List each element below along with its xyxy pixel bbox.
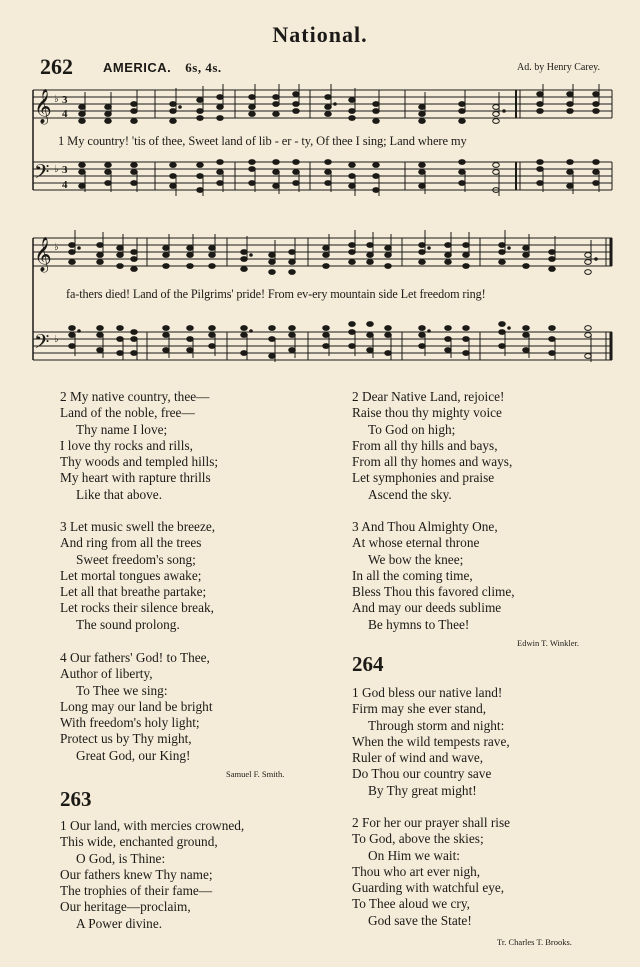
author-credit: Samuel F. Smith.	[226, 769, 285, 779]
verse-line: Firm may she ever stand,	[352, 701, 487, 717]
author-credit: Edwin T. Winkler.	[517, 638, 579, 648]
verse-line: Long may our land be bright	[60, 698, 213, 714]
meter: 6s, 4s.	[185, 60, 222, 75]
verse-line: The trophies of their fame—	[60, 883, 213, 899]
svg-text:4: 4	[62, 179, 68, 191]
hymn-262-header	[40, 54, 600, 78]
verse-line: Be hymns to Thee!	[368, 616, 470, 632]
verse-line: Let all that breathe partake;	[60, 584, 207, 600]
verse-line: 1 Our land, with mercies crowned,	[60, 818, 245, 833]
verse-line: 3 Let music swell the breeze,	[60, 519, 216, 534]
hymn-264-stanza-2	[352, 815, 510, 929]
verse-line: From all thy homes and ways,	[352, 454, 513, 470]
verse-line: Let rocks their silence break,	[60, 600, 214, 616]
verse-line: 2 For her our prayer shall rise	[352, 815, 511, 830]
verse-line: With freedom's holy light;	[60, 715, 200, 731]
verse-line: 4 Our fathers' God! to Thee,	[60, 650, 210, 665]
hymn-263-stanza-3	[352, 519, 515, 633]
lyric-line-2: fa-thers died! Land of the Pilgrims' pride! From ev-ery mountain side Let freedom ring!	[66, 287, 486, 301]
verse-line: 3 And Thou Almighty One,	[352, 519, 498, 534]
verse-line: To Thee we sing:	[76, 682, 168, 698]
verse-line: I love thy rocks and rills,	[60, 437, 193, 453]
verse-line: Ruler of wind and wave,	[352, 750, 484, 766]
verse-line: In all the coming time,	[352, 567, 473, 583]
verse-line: Sweet freedom's song;	[76, 551, 196, 567]
verse-line: Let mortal tongues awake;	[60, 567, 202, 583]
verse-line: 1 God bless our native land!	[352, 685, 503, 700]
verse-line: 2 My native country, thee—	[60, 389, 210, 404]
svg-text:♭: ♭	[54, 334, 59, 345]
svg-text:♭: ♭	[54, 242, 59, 253]
svg-text:𝄞: 𝄞	[34, 89, 52, 124]
verse-line: Author of liberty,	[60, 666, 153, 682]
verse-line: Do Thou our country save	[352, 766, 492, 782]
verse-line: Ascend the sky.	[368, 486, 452, 502]
music-staff-system-1	[30, 84, 615, 214]
hymn-262-stanza-4	[60, 650, 213, 764]
verse-line: Great God, our King!	[76, 747, 191, 763]
verse-line: Guarding with watchful eye,	[352, 880, 505, 896]
hymn-263-stanza-1	[60, 818, 244, 932]
hymn-number: 263	[60, 787, 92, 811]
tune-name	[103, 60, 222, 76]
lyric-line-1: 1 My country! 'tis of thee, Sweet land of lib - er - ty, Of thee I sing; Land where my	[58, 134, 467, 148]
author-credit: Tr. Charles T. Brooks.	[497, 937, 572, 947]
hymn-number: 264	[352, 652, 384, 676]
verse-line: And may our deeds sublime	[352, 600, 502, 616]
svg-text:♭: ♭	[54, 164, 59, 175]
verse-line: We bow the knee;	[368, 551, 464, 567]
hymn-262-stanza-3	[60, 519, 215, 633]
verse-line: From all thy hills and bays,	[352, 437, 498, 453]
verse-line: Our fathers knew Thy name;	[60, 866, 213, 882]
verse-line: Bless Thou this favored clime,	[352, 584, 515, 600]
composer-attribution: Ad. by Henry Carey.	[517, 62, 600, 73]
svg-text:𝄞: 𝄞	[34, 237, 52, 272]
hymn-264-stanza-1	[352, 685, 510, 799]
tune-title: AMERICA.	[103, 60, 172, 75]
verse-line: Through storm and night:	[368, 717, 505, 733]
svg-text:𝄢: 𝄢	[34, 160, 50, 188]
verse-line: When the wild tempests rave,	[352, 733, 510, 749]
hymn-262-stanza-2	[60, 389, 218, 503]
verse-line: My heart with rapture thrills	[60, 470, 211, 486]
svg-text:3: 3	[62, 94, 68, 106]
verse-line: Raise thou thy mighty voice	[352, 405, 502, 421]
verse-line: This wide, enchanted ground,	[60, 834, 218, 850]
verse-line: Land of the noble, free—	[60, 405, 195, 421]
section-title: National.	[272, 22, 368, 47]
verse-line: 2 Dear Native Land, rejoice!	[352, 389, 505, 404]
hymn-number: 262	[40, 54, 73, 79]
svg-text:♭: ♭	[54, 94, 59, 105]
verse-line: To God on high;	[368, 421, 456, 437]
verse-line: To Thee aloud we cry,	[352, 896, 470, 912]
verse-line: A Power divine.	[76, 915, 163, 931]
verse-line: Protect us by Thy might,	[60, 731, 192, 747]
verse-line: On Him we wait:	[368, 847, 460, 863]
verse-line: God save the State!	[368, 912, 472, 928]
verse-line: The sound prolong.	[76, 616, 180, 632]
verse-line: At whose eternal throne	[352, 535, 480, 551]
verse-line: Thy woods and templed hills;	[60, 454, 219, 470]
svg-text:4: 4	[62, 108, 68, 120]
verse-line: Like that above.	[76, 486, 163, 502]
verse-line: Thy name I love;	[76, 421, 168, 437]
verse-line: O God, is Thine:	[76, 850, 166, 866]
verse-line: Let symphonies and praise	[352, 470, 495, 486]
svg-text:𝄢: 𝄢	[34, 330, 50, 358]
verse-line: Our heritage—proclaim,	[60, 899, 191, 915]
svg-text:3: 3	[62, 164, 68, 176]
verse-line: Thou who art ever nigh,	[352, 863, 481, 879]
hymn-263-stanza-2	[352, 389, 512, 503]
verse-line: By Thy great might!	[368, 782, 477, 798]
verse-line: To God, above the skies;	[352, 831, 484, 847]
verse-line: And ring from all the trees	[60, 535, 202, 551]
